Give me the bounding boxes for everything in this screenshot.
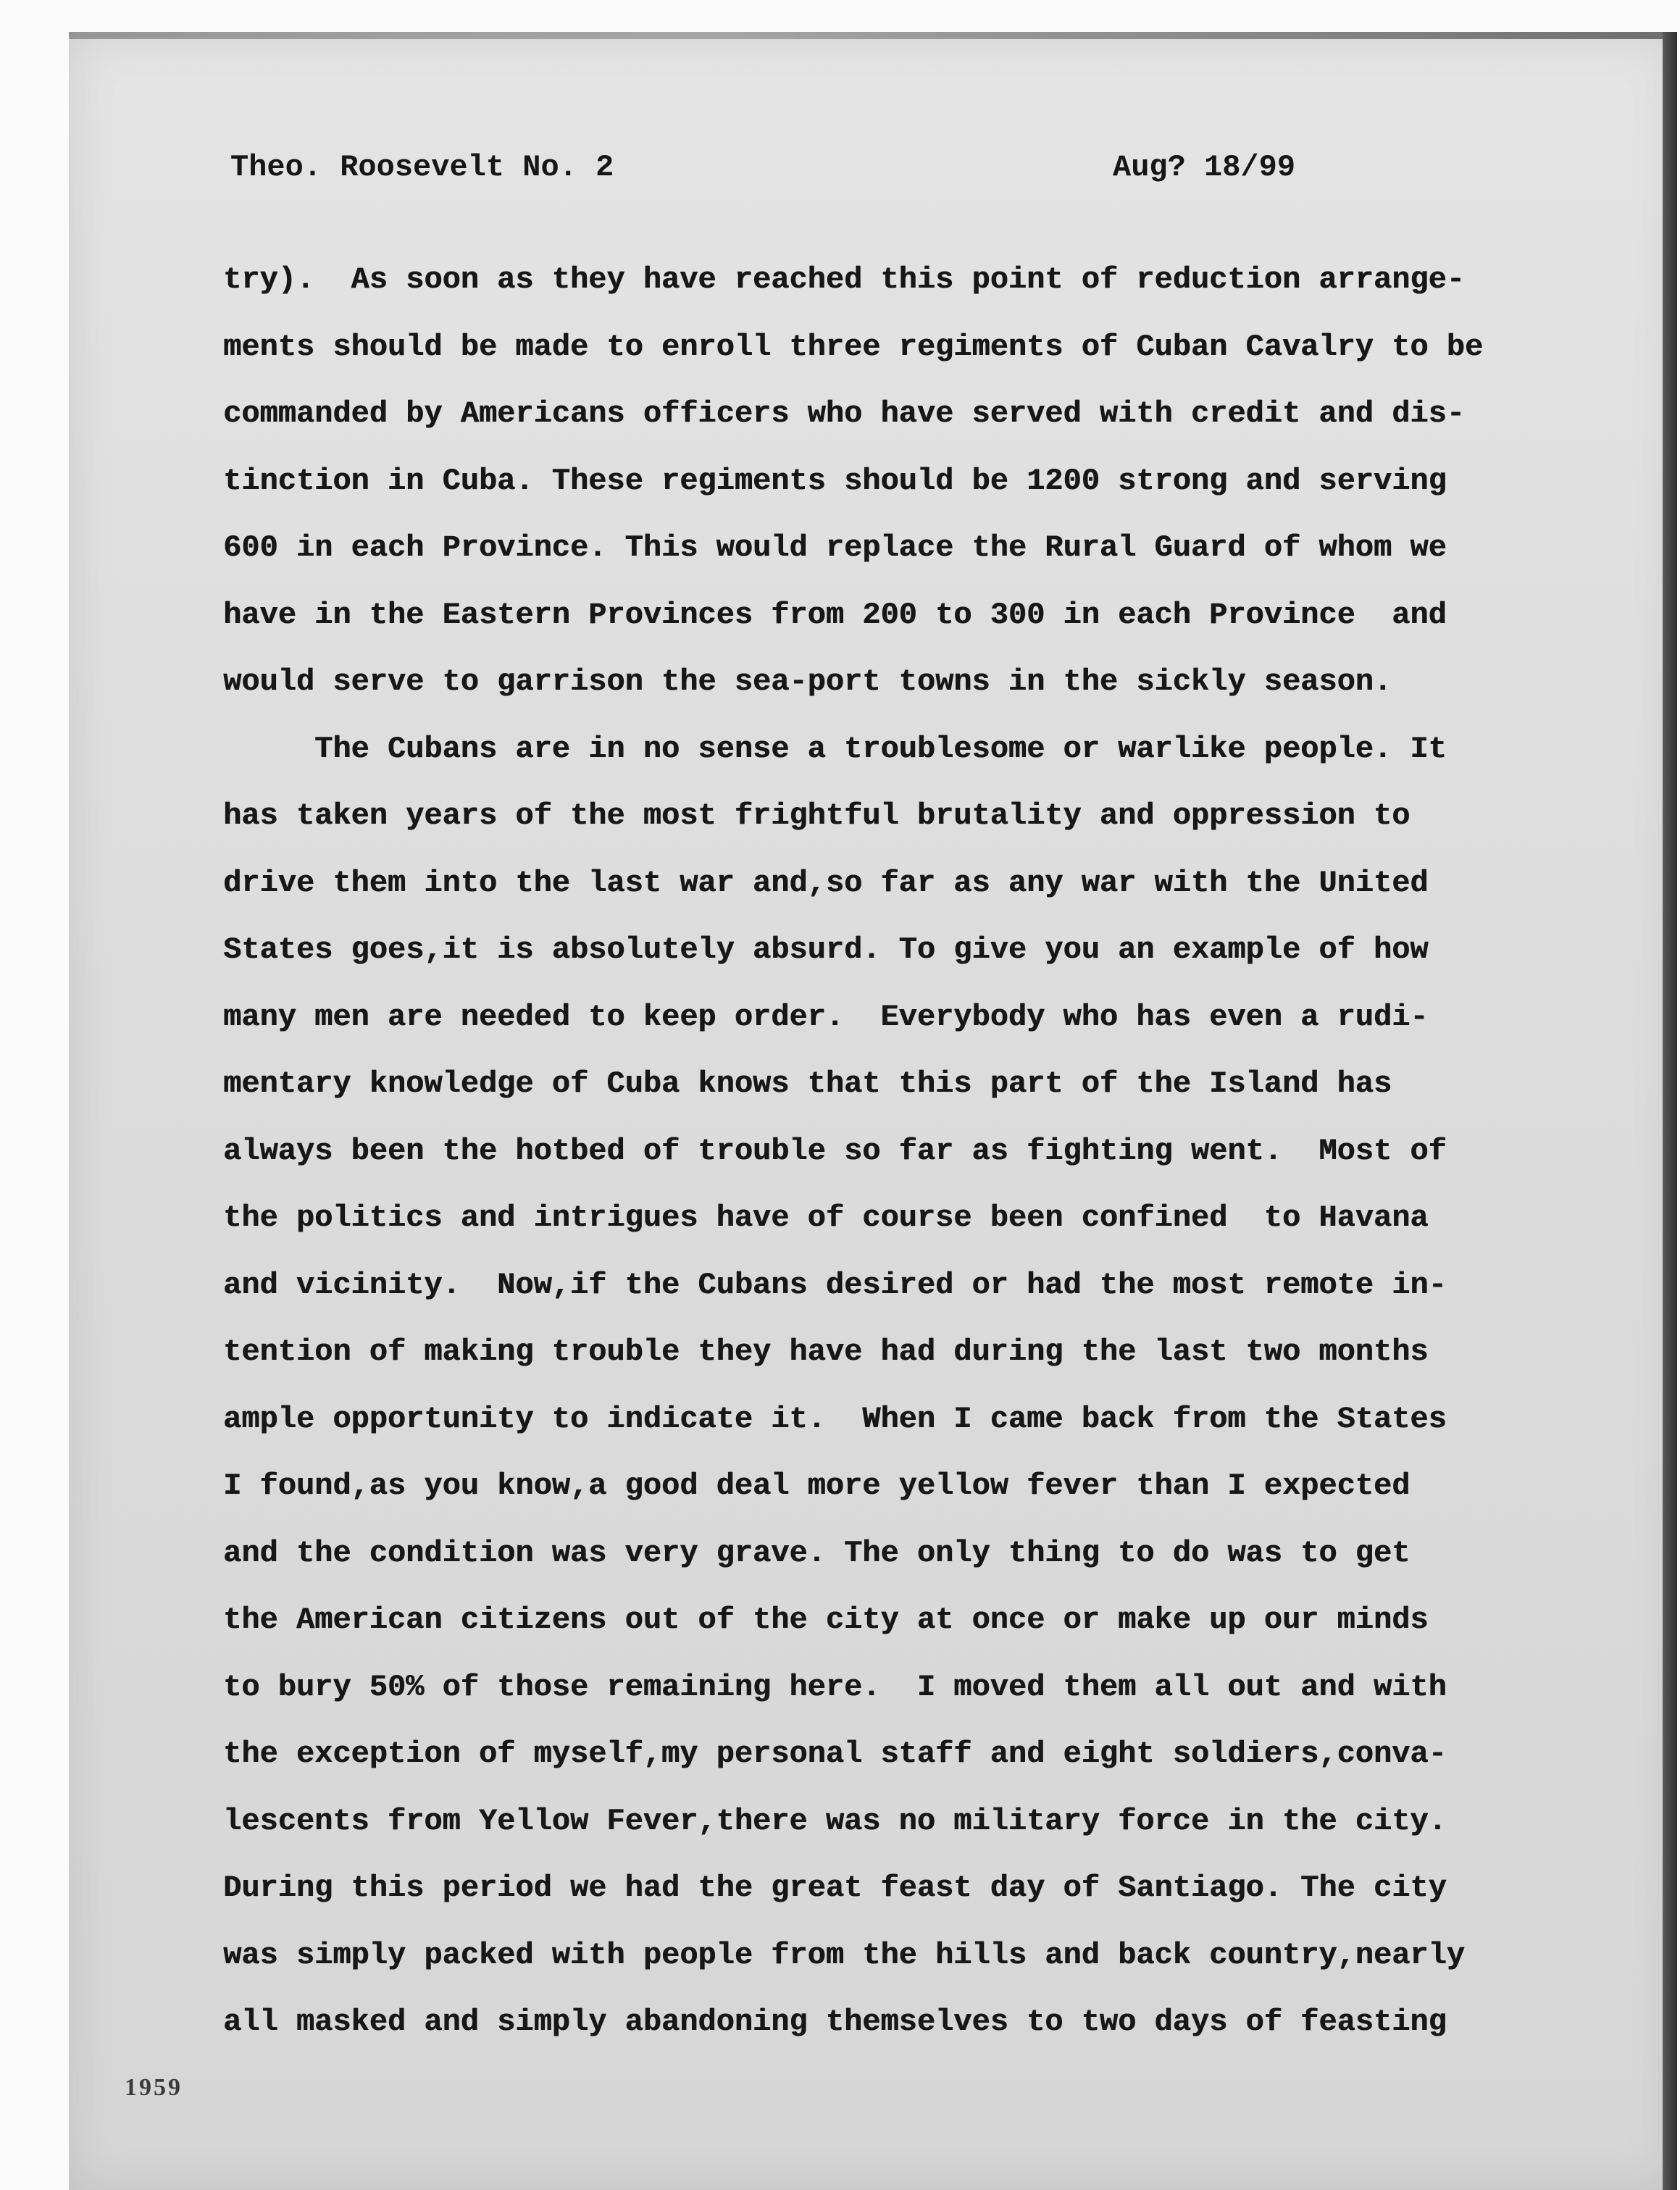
text-line: has taken years of the most frightful brutality and oppression to [223,798,1411,833]
text-line: tention of making trouble they have had during the last two months [223,1334,1429,1369]
text-line: would serve to garrison the sea-port towns in the sickly season. [223,664,1392,699]
letter-header-date: Aug? 18/99 [1113,150,1296,185]
text-line: to bury 50% of those remaining here. I moved them all out and with [223,1669,1447,1705]
page-right-edge [1663,32,1677,2190]
text-line: 600 in each Province. This would replace the Rural Guard of whom we [223,530,1447,565]
text-line: ments should be made to enroll three regiments of Cuban Cavalry to be [223,329,1484,364]
text-line: ample opportunity to indicate it. When I came back from the States [223,1401,1447,1437]
text-line: During this period we had the great feast day of Santiago. The city [223,1871,1447,1905]
text-line: try). As soon as they have reached this point of reduction arrange- [223,262,1465,297]
text-line: have in the Eastern Provinces from 200 to 300 in each Province and [223,597,1447,632]
text-line: and vicinity. Now,if the Cubans desired or had the most remote in- [223,1267,1447,1303]
page-top-edge [69,32,1677,39]
text-line: States goes,it is absolutely absurd. To give you an example of how [223,932,1429,967]
text-line: The Cubans are in no sense a troublesome or warlike people. It [223,731,1447,766]
text-line: commanded by Americans officers who have served with credit and dis- [223,396,1465,431]
letter-body [223,246,1614,2056]
text-line: all masked and simply abandoning themselves to two days of feasting [223,2005,1447,2039]
text-line: I found,as you know,a good deal more yellow fever than I expected [223,1468,1411,1503]
text-line: mentary knowledge of Cuba knows that this part of the Island has [223,1066,1392,1101]
text-line: was simply packed with people from the hills and back country,nearly [223,1937,1465,1973]
text-line: always been the hotbed of trouble so far as fighting went. Most of [223,1133,1447,1169]
text-line: and the condition was very grave. The only thing to do was to get [223,1535,1411,1571]
text-line: drive them into the last war and,so far as any war with the United [223,865,1429,900]
letter-header-recipient: Theo. Roosevelt No. 2 [230,150,614,185]
text-line: tinction in Cuba. These regiments should be 1200 strong and serving [223,463,1447,498]
archive-page-number: 1959 [125,2074,183,2101]
text-line: the exception of myself,my personal staff and eight soldiers,conva- [223,1736,1447,1771]
text-line: the politics and intrigues have of course been confined to Havana [223,1200,1429,1235]
text-line: the American citizens out of the city at once or make up our minds [223,1602,1429,1637]
text-line: many men are needed to keep order. Everybody who has even a rudi- [223,999,1429,1035]
text-line: lescents from Yellow Fever,there was no military force in the city. [223,1803,1447,1839]
